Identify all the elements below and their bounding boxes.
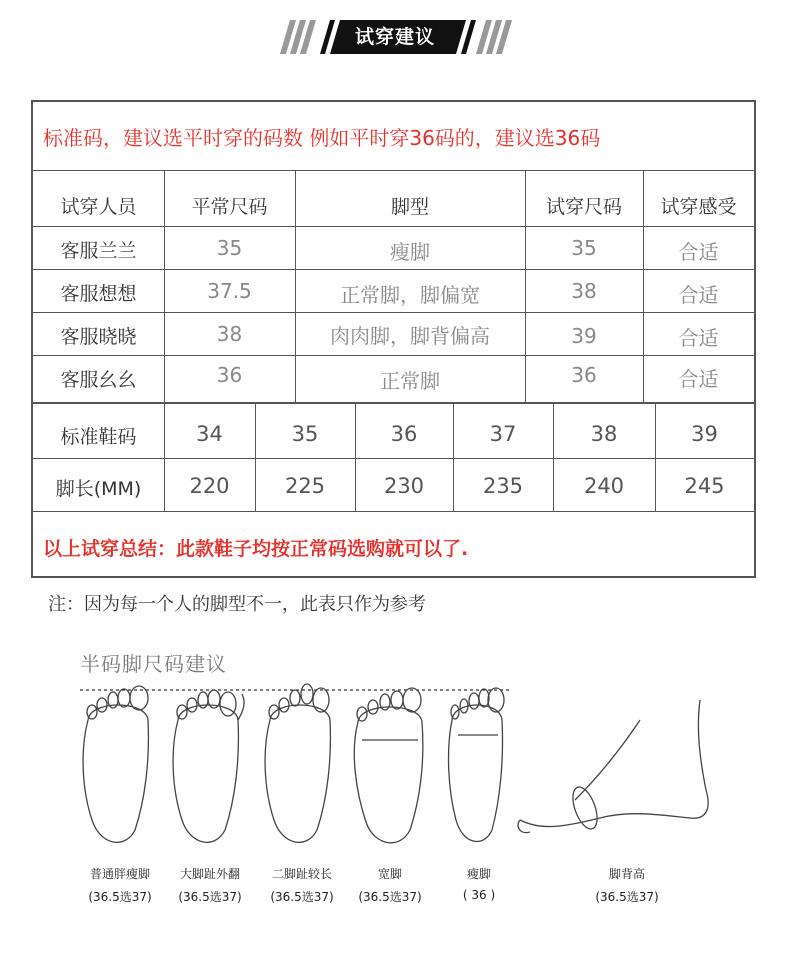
header-person: 试穿人员 [60, 196, 137, 218]
foot-label-size: (36.5选37) [270, 890, 334, 904]
table-row-tried-size: 39 [571, 324, 597, 348]
table-row-person: 客服幺幺 [60, 369, 137, 391]
foot-label-name: 大脚趾外翻 [179, 867, 240, 881]
foot-label-name: 瘦脚 [466, 867, 491, 881]
table-row-foot-type: 正常脚 [380, 369, 440, 393]
table-row-usual-size: 35 [216, 236, 243, 260]
length-cell: 230 [383, 474, 425, 498]
size-cell: 37 [489, 422, 517, 446]
table-row-feeling: 合适 [678, 283, 719, 307]
length-cell: 240 [583, 474, 625, 498]
summary-text: 以上试穿总结：此款鞋子均按正常码选购就可以了. [43, 538, 469, 560]
foot-label-size: ( 36 ) [462, 888, 496, 902]
table-row-person: 客服想想 [60, 283, 137, 305]
header-tried-size: 试穿尺码 [545, 196, 622, 218]
length-cell: 220 [189, 474, 230, 498]
length-row-label: 脚长(MM) [55, 478, 142, 500]
header-title: 试穿建议 [354, 26, 435, 48]
table-row-feeling: 合适 [678, 367, 719, 391]
length-cell: 235 [482, 474, 524, 498]
size-cell: 36 [390, 422, 418, 446]
foot-label-name: 脚背高 [608, 867, 645, 881]
foot-label-size: (36.5选37) [178, 890, 242, 904]
foot-label-name: 宽脚 [377, 867, 402, 881]
table-row-tried-size: 35 [571, 236, 597, 260]
table-row-foot-type: 肉肉脚，脚背偏高 [330, 324, 490, 348]
table-row-tried-size: 38 [571, 279, 597, 303]
size-cell: 38 [590, 422, 618, 446]
header-usual-size: 平常尺码 [191, 196, 268, 218]
foot-label-size: (36.5选37) [88, 890, 152, 904]
table-row-foot-type: 瘦脚 [390, 240, 430, 264]
size-cell: 35 [291, 422, 319, 446]
note-text: 注：因为每一个人的脚型不一，此表只作为参考 [48, 594, 426, 615]
table-row-person: 客服晓晓 [60, 326, 137, 348]
foot-label-name: 普通胖瘦脚 [89, 867, 150, 881]
size-cell: 34 [196, 422, 223, 446]
length-cell: 225 [284, 474, 326, 498]
foot-label-name: 二脚趾较长 [271, 867, 332, 881]
feet-illustrations [0, 680, 790, 860]
header-feeling: 试穿感受 [660, 196, 737, 218]
foot-label-size: (36.5选37) [595, 890, 659, 904]
table-row-usual-size: 38 [216, 322, 243, 346]
table-row-feeling: 合适 [678, 326, 719, 350]
table-row-foot-type: 正常脚，脚偏宽 [340, 283, 480, 307]
size-cell: 39 [691, 422, 718, 446]
intro-text: 标准码，建议选平时穿的码数 例如平时穿36码的，建议选36码 [43, 126, 601, 150]
table-row-person: 客服兰兰 [60, 240, 137, 262]
guide-title: 半码脚尺码建议 [80, 652, 227, 676]
table-row-usual-size: 36 [216, 363, 243, 387]
table-row-feeling: 合适 [678, 240, 719, 264]
table-row-usual-size: 37.5 [207, 279, 252, 303]
header-foot-type: 脚型 [390, 196, 429, 218]
size-row-label: 标准鞋码 [60, 426, 137, 448]
table-row-tried-size: 36 [571, 363, 597, 387]
length-cell: 245 [684, 474, 725, 498]
foot-label-size: (36.5选37) [358, 890, 422, 904]
size-guide-table [31, 100, 756, 578]
